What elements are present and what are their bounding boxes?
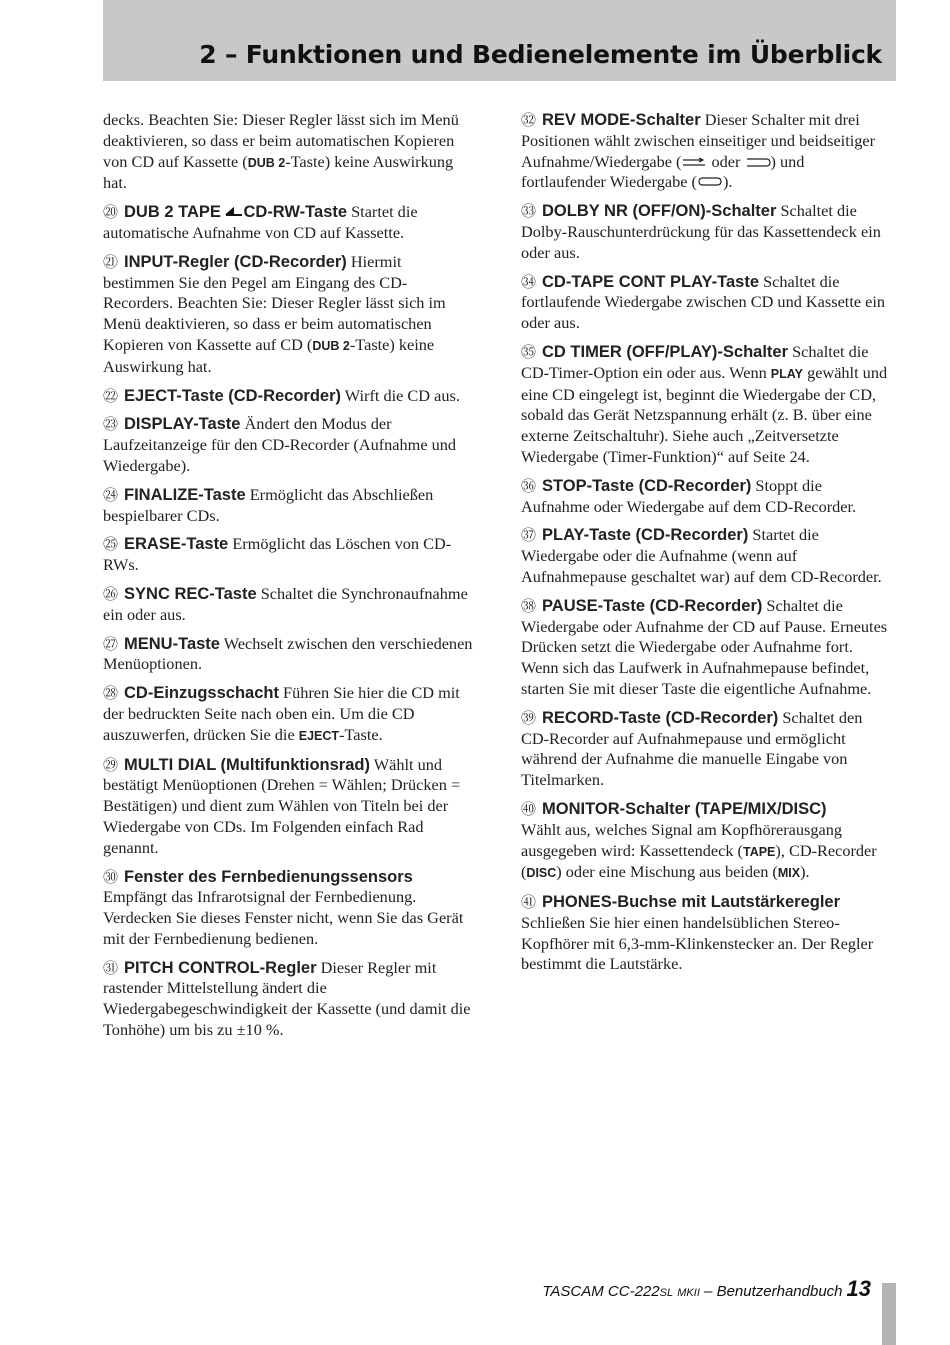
item-34: ㉞ CD-TAPE CONT PLAY-Taste Schaltet die fortlaufende Wiedergabe zwischen CD und Kassette ein oder aus. — [521, 271, 886, 333]
item-number: ㉞ — [521, 272, 537, 291]
item-40: ㊵ MONITOR-Schalter (TAPE/MIX/DISC) Wählt aus, welches Signal am Kopfhörerausgang ausgegeben wird: Kassettendeck (TAPE), CD-Recorder (DISC) oder eine Mischung aus beiden (MIX). — [521, 799, 877, 882]
item-number: ㊲ — [521, 526, 537, 545]
item-number: ㉒ — [103, 386, 119, 405]
item-31: ㉛ PITCH CONTROL-Regler Dieser Regler mit rastender Mittelstellung ändert die Wiedergabegeschwindigkeit der Kassette (und damit die Tonhöhe) um bis zu ±10 %. — [103, 957, 471, 1040]
item-number: ㉟ — [521, 342, 537, 361]
header-bar — [103, 0, 896, 81]
item-number: ㉓ — [103, 415, 119, 434]
item-41: ㊶ PHONES-Buchse mit Lautstärkeregler Schließen Sie hier einen handelsüblichen Stereo-Kopfhörer mit 6,3-mm-Klinkenstecker an. Der Regler bestimmt die Lautstärke. — [521, 893, 874, 974]
item-heading: DOLBY NR (OFF/ON)-Schalter — [542, 202, 777, 221]
item-number: ㊴ — [521, 708, 537, 727]
item-heading: PITCH CONTROL-Regler — [124, 958, 317, 977]
item-number: ㉑ — [103, 252, 119, 271]
item-number: ㉜ — [521, 111, 537, 129]
item-number: ㊳ — [521, 596, 537, 615]
two-side-mode-icon — [745, 152, 771, 171]
dub-arrow-icon — [225, 202, 243, 221]
item-22: ㉒ EJECT-Taste (CD-Recorder) Wirft die CD aus. — [103, 385, 460, 405]
item-heading: CD-Einzugsschacht — [124, 684, 279, 703]
page-title: 2 – Funktionen und Bedienelemente im Überblick — [199, 40, 882, 69]
item-number: ㉗ — [103, 634, 119, 653]
footer-brand: TASCAM CC-222 — [542, 1283, 660, 1300]
item-heading: DUB 2 TAPE — [124, 203, 221, 222]
item-28: ㉘ CD-Einzugsschacht Führen Sie hier die CD mit der bedruckten Seite nach oben ein. Um die CD auszuwerfen, drücken Sie die EJECT-Taste. — [103, 683, 460, 744]
item-37: ㊲ PLAY-Taste (CD-Recorder) Startet die Wiedergabe oder die Aufnahme (wenn auf Aufnahmepause geschaltet war) auf dem CD-Recorder. — [521, 525, 882, 586]
item-27: ㉗ MENU-Taste Wechselt zwischen den verschiedenen Menüoptionen. — [103, 633, 473, 674]
item-number: ㉚ — [103, 867, 119, 886]
item-35: ㉟ CD TIMER (OFF/PLAY)-Schalter Schaltet die CD-Timer-Option ein oder aus. Wenn PLAY gewählt und eine CD eingelegt ist, beginnt die Wiedergabe der CD, sobald das Gerät Netzspannung erhält (z. B. über eine externe Zeitschaltuhr). Siehe auch „Zeitversetzte Wiedergabe (Timer-Funktion)“ auf Seite 24. — [521, 341, 888, 466]
item-26: ㉖ SYNC REC-Taste Schaltet die Synchronaufnahme ein oder aus. — [103, 583, 468, 624]
item-heading: FINALIZE-Taste — [124, 485, 246, 504]
item-number: ㉕ — [103, 535, 119, 554]
item-24: ㉔ FINALIZE-Taste Ermöglicht das Abschließen bespielbarer CDs. — [103, 484, 434, 525]
page-footer: TASCAM CC-222SL MKII – Benutzerhandbuch 13 — [542, 1276, 871, 1301]
item-heading: PLAY-Taste (CD-Recorder) — [542, 526, 749, 545]
one-side-mode-icon — [681, 152, 707, 171]
item-heading: MULTI DIAL (Multifunktionsrad) — [124, 755, 370, 774]
item-number: ㉙ — [103, 755, 119, 774]
right-column — [521, 110, 893, 983]
item-29: ㉙ MULTI DIAL (Multifunktionsrad) Wählt und bestätigt Menüoptionen (Drehen = Wählen; Drücken = Bestätigen) und dient zum Wählen von Titeln bei der Wiedergabe von CDs. Im Folgenden einfach Rad genannt. — [103, 754, 461, 857]
item-heading: INPUT-Regler (CD-Recorder) — [124, 252, 347, 271]
item-heading: STOP-Taste (CD-Recorder) — [542, 476, 752, 495]
item-heading: SYNC REC-Taste — [124, 584, 257, 603]
item-number: ㊱ — [521, 476, 537, 495]
item-39: ㊴ RECORD-Taste (CD-Recorder) Schaltet den CD-Recorder auf Aufnahmepause und ermöglicht während der Aufnahme die manuelle Eingabe von Titelmarken. — [521, 707, 863, 790]
item-heading: PAUSE-Taste (CD-Recorder) — [542, 596, 763, 615]
item-heading: ERASE-Taste — [124, 535, 229, 554]
page-number: 13 — [846, 1276, 871, 1301]
item-33: ㉝ DOLBY NR (OFF/ON)-Schalter Schaltet die Dolby-Rauschunterdrückung für das Kassettendeck ein oder aus. — [521, 201, 881, 262]
item-32: ㉜ REV MODE-Schalter Dieser Schalter mit drei Positionen wählt zwischen einseitiger und beidseitiger Aufnahme/Wiedergabe ( oder ) und fortlaufender Wiedergabe ( ). — [521, 110, 876, 192]
item-heading: CD TIMER (OFF/PLAY)-Schalter — [542, 342, 789, 361]
left-column — [103, 110, 475, 1049]
intro-paragraph: decks. Beachten Sie: Dieser Regler lässt sich im Menü deaktivieren, so dass er beim automatischen Kopieren von CD auf Kassette (DUB 2-Taste) keine Auswirkung hat. — [103, 110, 459, 193]
item-25: ㉕ ERASE-Taste Ermöglicht das Löschen von CD-RWs. — [103, 534, 452, 575]
item-heading: DISPLAY-Taste — [124, 415, 241, 434]
item-38: ㊳ PAUSE-Taste (CD-Recorder) Schaltet die Wiedergabe oder Aufnahme der CD auf Pause. Erneutes Drücken setzt die Wiedergabe oder Aufnahme fort. Wenn sich das Laufwerk in Aufnahmepause befindet, starten Sie mit dieser Taste die eigentliche Aufnahme. — [521, 595, 888, 698]
continuous-mode-icon — [697, 172, 723, 191]
item-number: ㉖ — [103, 584, 119, 603]
item-heading: EJECT-Taste (CD-Recorder) — [124, 386, 342, 405]
item-21: ㉑ INPUT-Regler (CD-Recorder) Hiermit bestimmen Sie den Pegel am Eingang des CD-Recorders. Beachten Sie: Dieser Regler lässt sich im Menü deaktivieren, so dass er beim automatischen Kopieren von Kassette auf CD (DUB 2-Taste) keine Auswirkung hat. — [103, 251, 446, 376]
item-23: ㉓ DISPLAY-Taste Ändert den Modus der Laufzeitanzeige für den CD-Recorder (Aufnahme und Wiedergabe). — [103, 414, 457, 475]
item-heading: REV MODE-Schalter — [542, 111, 701, 129]
item-number: ㉘ — [103, 684, 119, 703]
item-heading: RECORD-Taste (CD-Recorder) — [542, 708, 779, 727]
page-edge-tab — [882, 1283, 896, 1345]
item-heading: MONITOR-Schalter (TAPE/MIX/DISC) — [542, 799, 827, 818]
item-number: ⑳ — [103, 203, 119, 222]
item-heading: PHONES-Buchse mit Lautstärkeregler — [542, 893, 841, 912]
item-heading: CD-TAPE CONT PLAY-Taste — [542, 272, 759, 291]
item-36: ㊱ STOP-Taste (CD-Recorder) Stoppt die Aufnahme oder Wiedergabe auf dem CD-Recorder. — [521, 475, 857, 516]
item-number: ㉛ — [103, 958, 119, 977]
item-number: ㉝ — [521, 202, 537, 221]
item-number: ㊵ — [521, 799, 537, 818]
item-heading: MENU-Taste — [124, 634, 220, 653]
item-number: ㉔ — [103, 485, 119, 504]
item-heading: Fenster des Fernbedienungssensors — [124, 867, 413, 886]
item-20: ⑳ DUB 2 TAPE CD-RW-Taste Startet die automatische Aufnahme von CD auf Kassette. — [103, 202, 418, 242]
item-number: ㊶ — [521, 893, 537, 912]
item-30: ㉚ Fenster des Fernbedienungssensors Empfängt das Infrarotsignal der Fernbedienung. Verdecken Sie dieses Fenster nicht, wenn Sie das Gerät mit der Fernbedienung bedienen. — [103, 867, 464, 948]
